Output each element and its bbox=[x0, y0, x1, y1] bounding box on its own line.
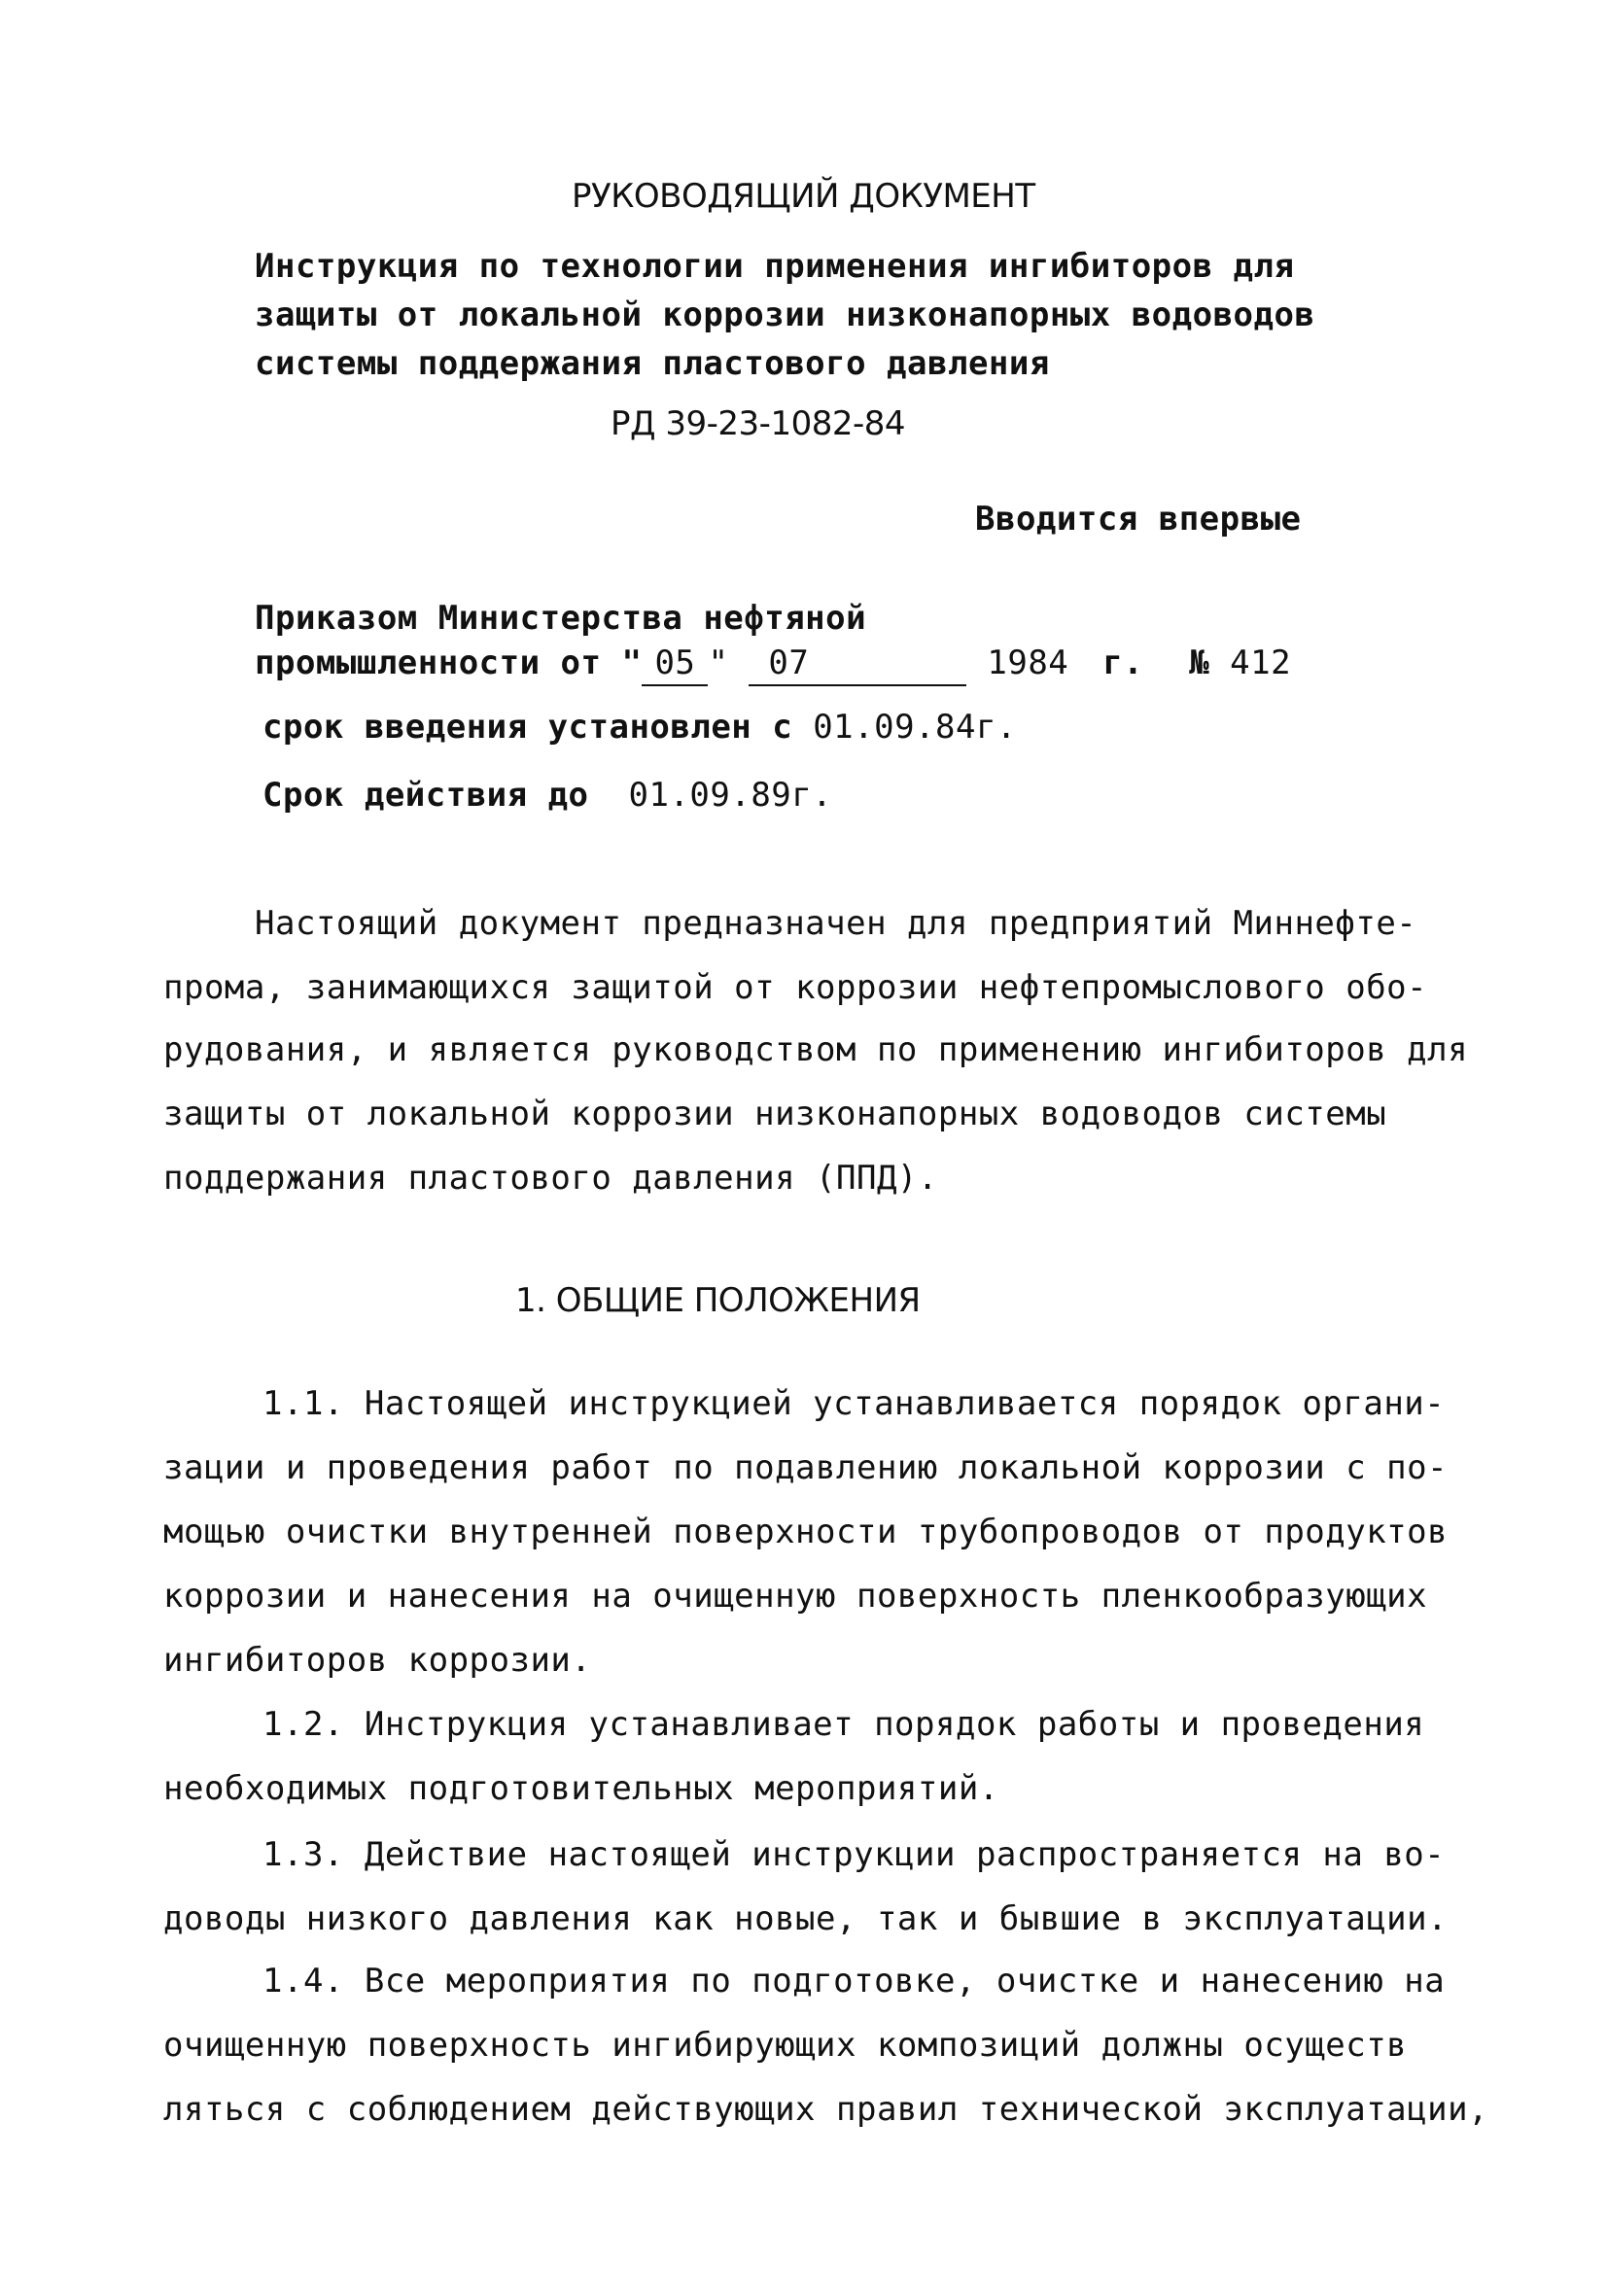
start-date: 01.09.84г. bbox=[813, 708, 1017, 747]
order-month: 07 bbox=[749, 642, 966, 686]
paragraph-line: очищенную поверхность ингибирующих композиций должны осуществ bbox=[163, 2026, 1408, 2065]
start-date-line bbox=[262, 706, 1017, 748]
end-date: 01.09.89г. bbox=[628, 776, 833, 815]
paragraph-line: доводы низкого давления как новые, так и бывшие в эксплуатации. bbox=[163, 1899, 1449, 1938]
title-line: системы поддержания пластового давления bbox=[255, 344, 1050, 383]
section-heading: 1. ОБЩИЕ ПОЛОЖЕНИЯ bbox=[515, 1281, 921, 1320]
order-date-line bbox=[255, 642, 1291, 686]
paragraph-line: 1.2. Инструкция устанавливает порядок работы и проведения bbox=[262, 1705, 1425, 1744]
order-year-suffix: г. bbox=[1102, 644, 1144, 682]
order-date-prefix: промышленности от " bbox=[255, 644, 643, 682]
order-number: 412 bbox=[1230, 644, 1292, 682]
paragraph-line: ингибиторов коррозии. bbox=[163, 1641, 592, 1680]
paragraph-line: зации и проведения работ по подавлению локальной коррозии с по- bbox=[163, 1448, 1449, 1487]
doc-type-heading: РУКОВОДЯЩИЙ ДОКУМЕНТ bbox=[572, 177, 1035, 216]
paragraph-line: 1.3. Действие настоящей инструкции распространяется на во- bbox=[262, 1835, 1446, 1874]
order-line: Приказом Министерства нефтяной bbox=[255, 599, 867, 638]
end-date-line bbox=[262, 774, 832, 817]
preamble-line: прома, занимающихся защитой от коррозии нефтепромыслового обо- bbox=[163, 968, 1428, 1007]
paragraph-line: 1.4. Все мероприятия по подготовке, очистке и нанесению на bbox=[262, 1962, 1446, 2000]
title-line: Инструкция по технологии применения ингибиторов для bbox=[255, 247, 1295, 286]
preamble-line: Настоящий документ предназначен для предприятий Миннефте- bbox=[255, 904, 1417, 943]
paragraph-line: коррозии и нанесения на очищенную поверхность пленкообразующих bbox=[163, 1577, 1428, 1616]
order-number-sign: № bbox=[1189, 644, 1210, 682]
end-label: Срок действия до bbox=[262, 776, 589, 815]
order-day: 05 bbox=[642, 642, 708, 686]
order-year: 1984 bbox=[987, 644, 1069, 682]
paragraph-line: 1.1. Настоящей инструкцией устанавливается порядок органи- bbox=[262, 1384, 1446, 1423]
preamble-line: рудования, и является руководством по применению ингибиторов для bbox=[163, 1030, 1469, 1069]
paragraph-line: необходимых подготовительных мероприятий. bbox=[163, 1769, 999, 1808]
start-label: срок введения установлен с bbox=[262, 708, 793, 747]
paragraph-line: мощью очистки внутренней поверхности трубопроводов от продуктов bbox=[163, 1513, 1449, 1551]
paragraph-line: ляться с соблюдением действующих правил технической эксплуатации, bbox=[163, 2090, 1489, 2129]
intro-note: Вводится впервые bbox=[975, 500, 1302, 539]
title-line: защиты от локальной коррозии низконапорных водоводов bbox=[255, 296, 1315, 334]
preamble-line: защиты от локальной коррозии низконапорных водоводов системы bbox=[163, 1095, 1387, 1133]
order-quote-close: " bbox=[708, 644, 729, 682]
document-code: РД 39-23-1082-84 bbox=[611, 404, 905, 443]
preamble-line: поддержания пластового давления (ППД). bbox=[163, 1159, 938, 1198]
